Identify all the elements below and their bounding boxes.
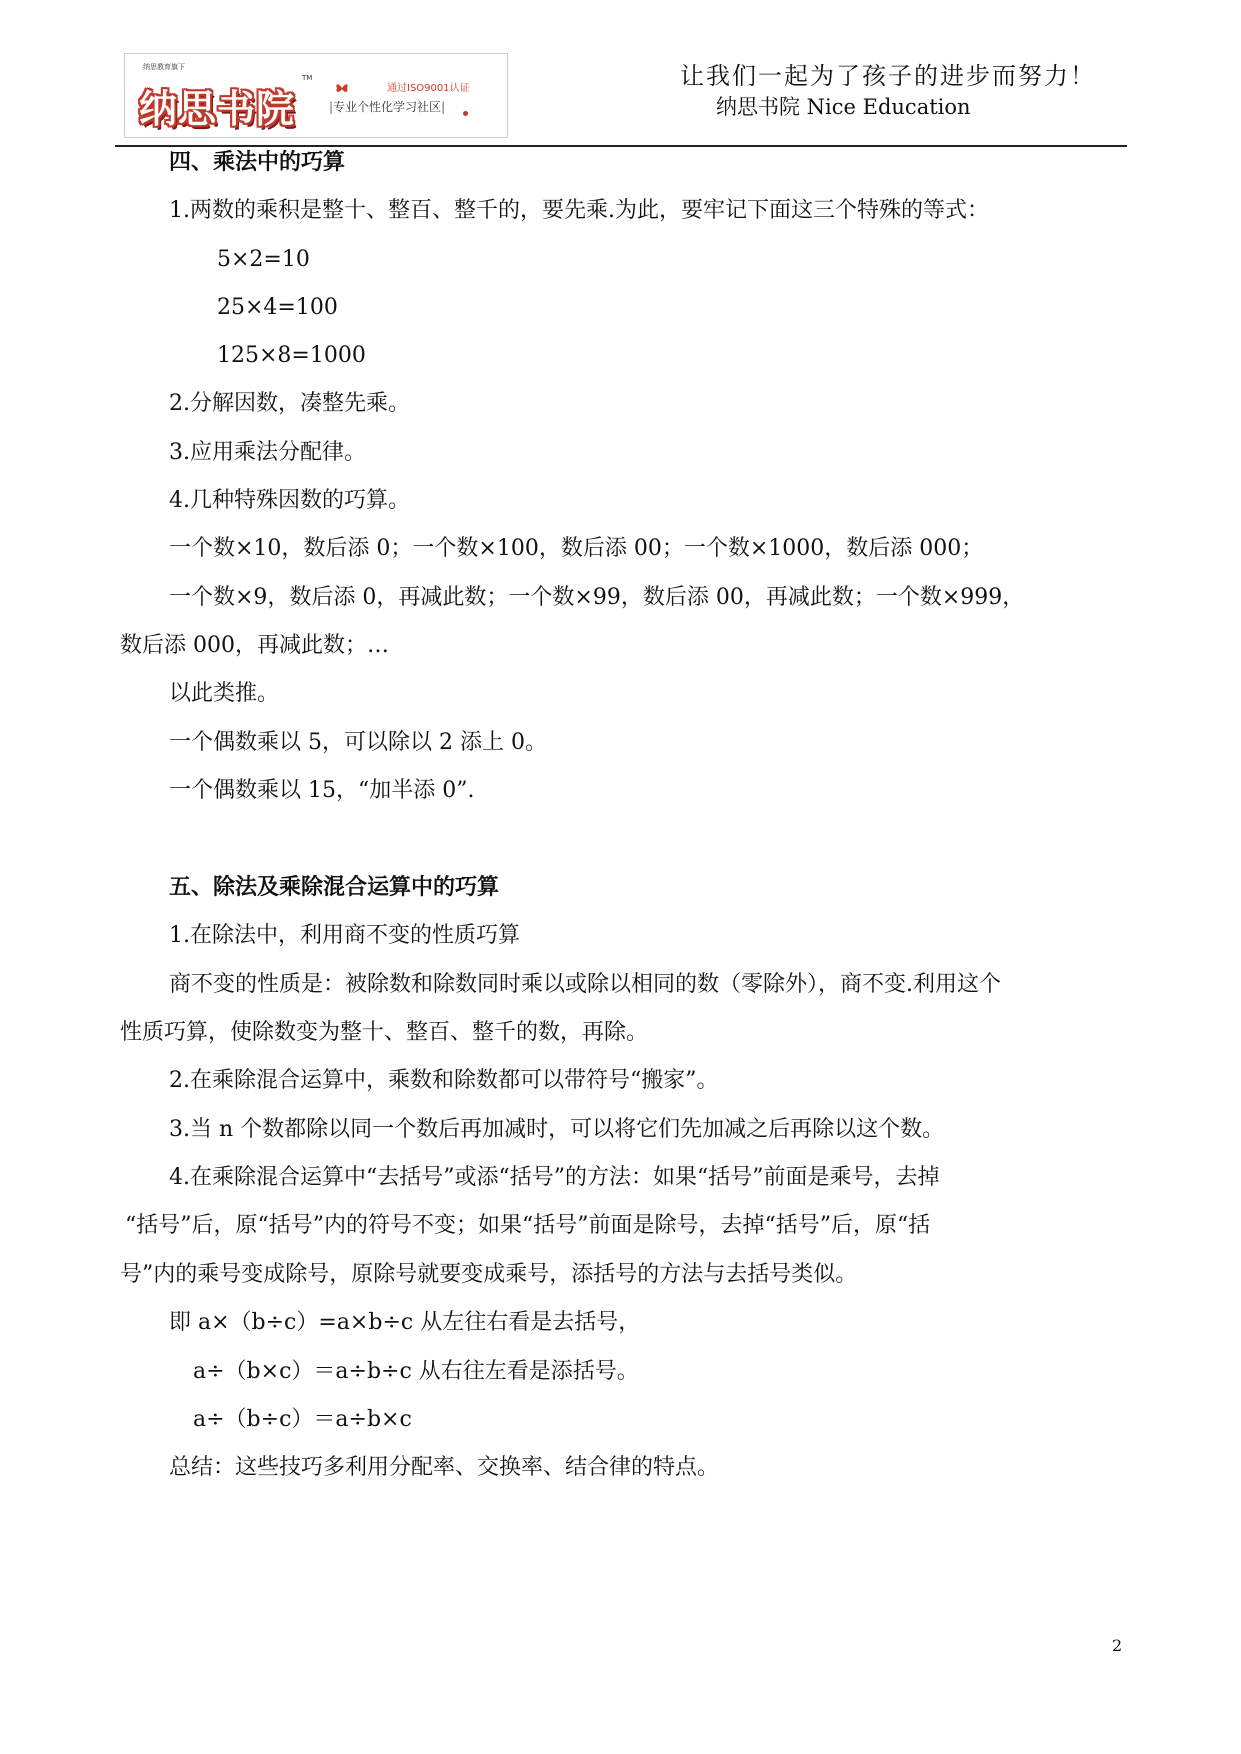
slogan-divider: | xyxy=(329,100,334,114)
paragraph: 1.两数的乘积是整十、整百、整千的，要先乘.为此，要牢记下面这三个特殊的等式： xyxy=(169,198,989,223)
equation: 5×2=10 xyxy=(217,247,310,272)
paragraph: 2.在乘除混合运算中，乘数和除数都可以带符号“搬家”。 xyxy=(169,1068,719,1093)
logo-slogan-text: 专业个性化学习社区 xyxy=(333,100,442,114)
paragraph: 1.在除法中，利用商不变的性质巧算 xyxy=(169,923,520,948)
paragraph: 3.应用乘法分配律。 xyxy=(169,440,366,465)
logo-small-text: 纳思教育旗下 xyxy=(143,63,185,71)
formula: a÷（b÷c）＝a÷b×c xyxy=(193,1407,412,1432)
logo-iso-text: 通过ISO9001认证 xyxy=(387,83,470,94)
paragraph: “括号”后，原“括号”内的符号不变；如果“括号”前面是除号，去掉“括号”后，原“括 xyxy=(125,1213,931,1238)
logo-main-text: 纳思书院 xyxy=(139,87,296,131)
section-heading: 五、除法及乘除混合运算中的巧算 xyxy=(169,875,500,900)
header-motto: 让我们一起为了孩子的进步而努力！ xyxy=(680,62,1096,90)
paragraph: 一个数×10，数后添 0；一个数×100，数后添 00；一个数×1000，数后添 000； xyxy=(169,536,984,561)
header-divider xyxy=(115,145,1127,147)
paragraph: 号”内的乘号变成除号，原除号就要变成乘号，添括号的方法与去括号类似。 xyxy=(120,1262,858,1287)
section-heading: 四、乘法中的巧算 xyxy=(169,150,346,175)
page-number: 2 xyxy=(1112,1636,1123,1655)
formula: 即 a×（b÷c）=a×b÷c 从左往右看是去括号， xyxy=(169,1310,641,1335)
paragraph: 性质巧算，使除数变为整十、整百、整千的数，再除。 xyxy=(120,1020,649,1045)
slogan-divider: | xyxy=(441,100,446,114)
summary: 总结：这些技巧多利用分配率、交换率、结合律的特点。 xyxy=(169,1455,720,1480)
paragraph: 4.几种特殊因数的巧算。 xyxy=(169,488,410,513)
butterfly-icon xyxy=(335,81,349,95)
paragraph: 3.当 n 个数都除以同一个数后再加减时，可以将它们先加减之后再除以这个数。 xyxy=(169,1117,945,1142)
paragraph: 商不变的性质是：被除数和除数同时乘以或除以相同的数（零除外），商不变.利用这个 xyxy=(169,972,1001,997)
paragraph: 2.分解因数，凑整先乘。 xyxy=(169,391,410,416)
logo-trademark: TM xyxy=(302,74,313,82)
paragraph: 以此类推。 xyxy=(169,681,280,706)
brand-logo xyxy=(124,53,508,138)
paragraph: 数后添 000，再减此数；… xyxy=(120,633,389,658)
paragraph: 一个数×9，数后添 0，再减此数；一个数×99，数后添 00，再减此数；一个数×999， xyxy=(169,585,1025,610)
header-brand: 纳思书院 Nice Education xyxy=(716,95,971,119)
formula: a÷（b×c）＝a÷b÷c 从右往左看是添括号。 xyxy=(193,1359,639,1384)
equation: 125×8=1000 xyxy=(217,343,366,368)
paragraph: 一个偶数乘以 15，“加半添 0”. xyxy=(169,778,475,803)
paragraph: 4.在乘除混合运算中“去括号”或添“括号”的方法：如果“括号”前面是乘号，去掉 xyxy=(169,1165,940,1190)
paragraph: 一个偶数乘以 5，可以除以 2 添上 0。 xyxy=(169,730,547,755)
logo-slogan xyxy=(329,98,445,115)
equation: 25×4=100 xyxy=(217,295,338,320)
logo-dot-icon xyxy=(463,111,468,116)
